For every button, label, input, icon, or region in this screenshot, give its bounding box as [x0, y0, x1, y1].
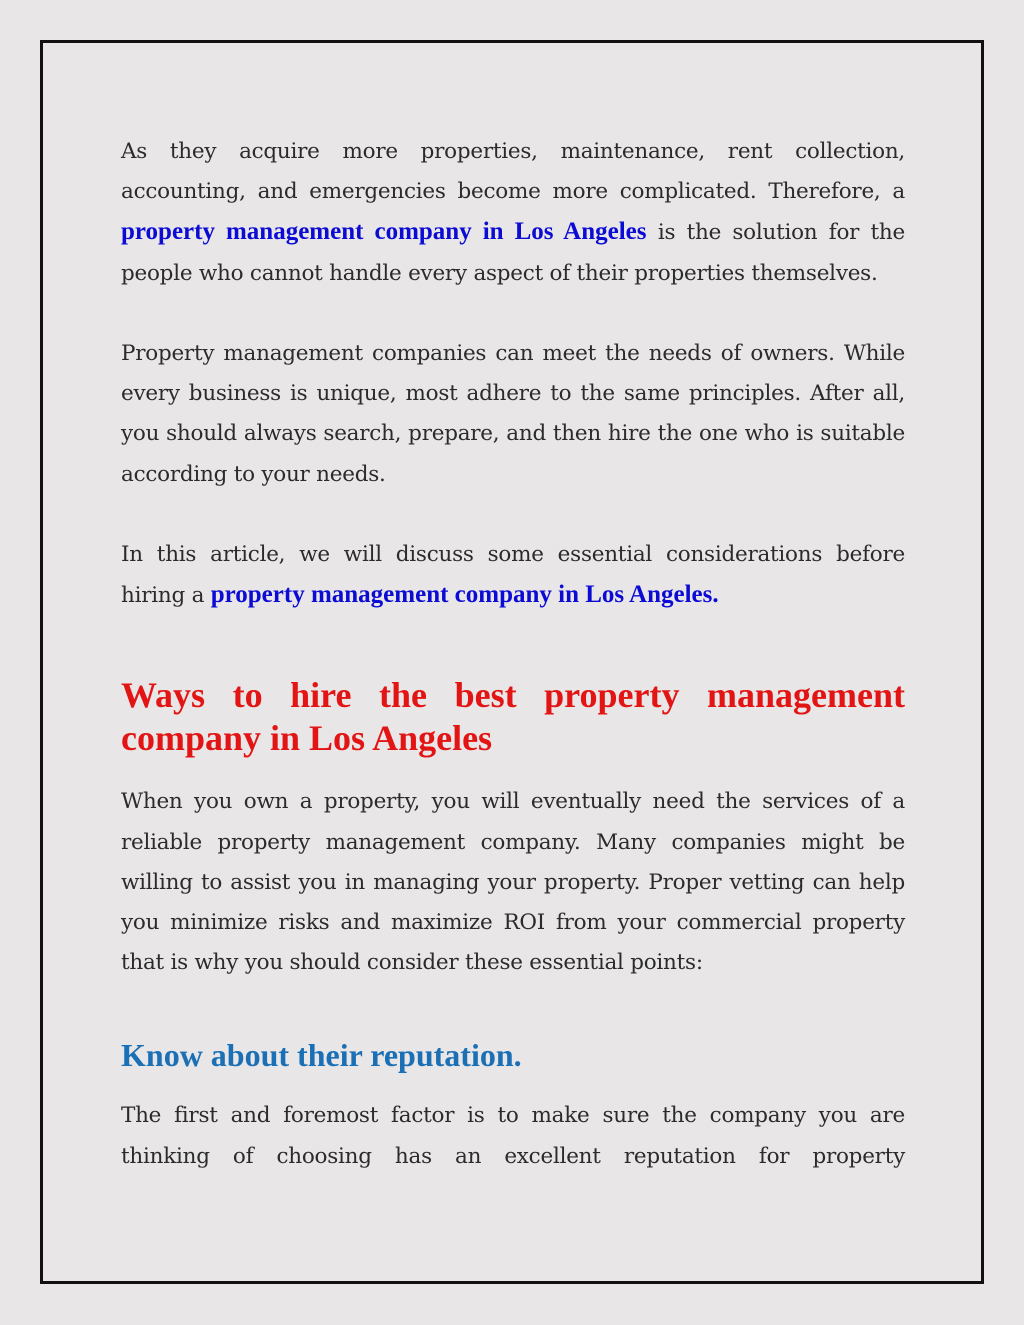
paragraph-intro-text-after: is the solution for the people who cannot handle every aspect of their properties themselves. [121, 220, 905, 286]
paragraph-intro [121, 132, 905, 294]
paragraph-intro-text-before: As they acquire more properties, maintenance, rent collection, accounting, and emergencies become more complicated. Therefore, a [121, 139, 905, 205]
paragraph-vetting: When you own a property, you will eventually need the services of a reliable property management company. Many companies might be willing to assist you in managing your property. Proper vetting can help you minimize risks and maximize ROI from your commercial property that is why you should consider these essential points: [121, 789, 905, 976]
property-management-link[interactable]: property management company in Los Angeles [121, 218, 647, 246]
document-body [121, 132, 905, 1177]
paragraph-article-text-before: In this article, we will discuss some essential considerations before hiring a [121, 542, 905, 609]
property-management-link-2[interactable]: property management company in Los Angeles [210, 581, 713, 609]
page-frame [40, 40, 984, 1284]
paragraph-article-intro [121, 535, 905, 616]
paragraph-article-text-after: . [712, 581, 719, 609]
heading-reputation: Know about their reputation. [121, 1037, 522, 1074]
heading-ways-to-hire: Ways to hire the best property management company in Los Angeles [121, 675, 905, 759]
paragraph-reputation: The first and foremost factor is to make sure the company you are thinking of choosing has an excellent reputation for property [121, 1103, 905, 1169]
paragraph-owners-needs: Property management companies can meet the needs of owners. While every business is unique, most adhere to the same principles. After all, you should always search, prepare, and then hire the one who is suitable according to your needs. [121, 341, 905, 487]
